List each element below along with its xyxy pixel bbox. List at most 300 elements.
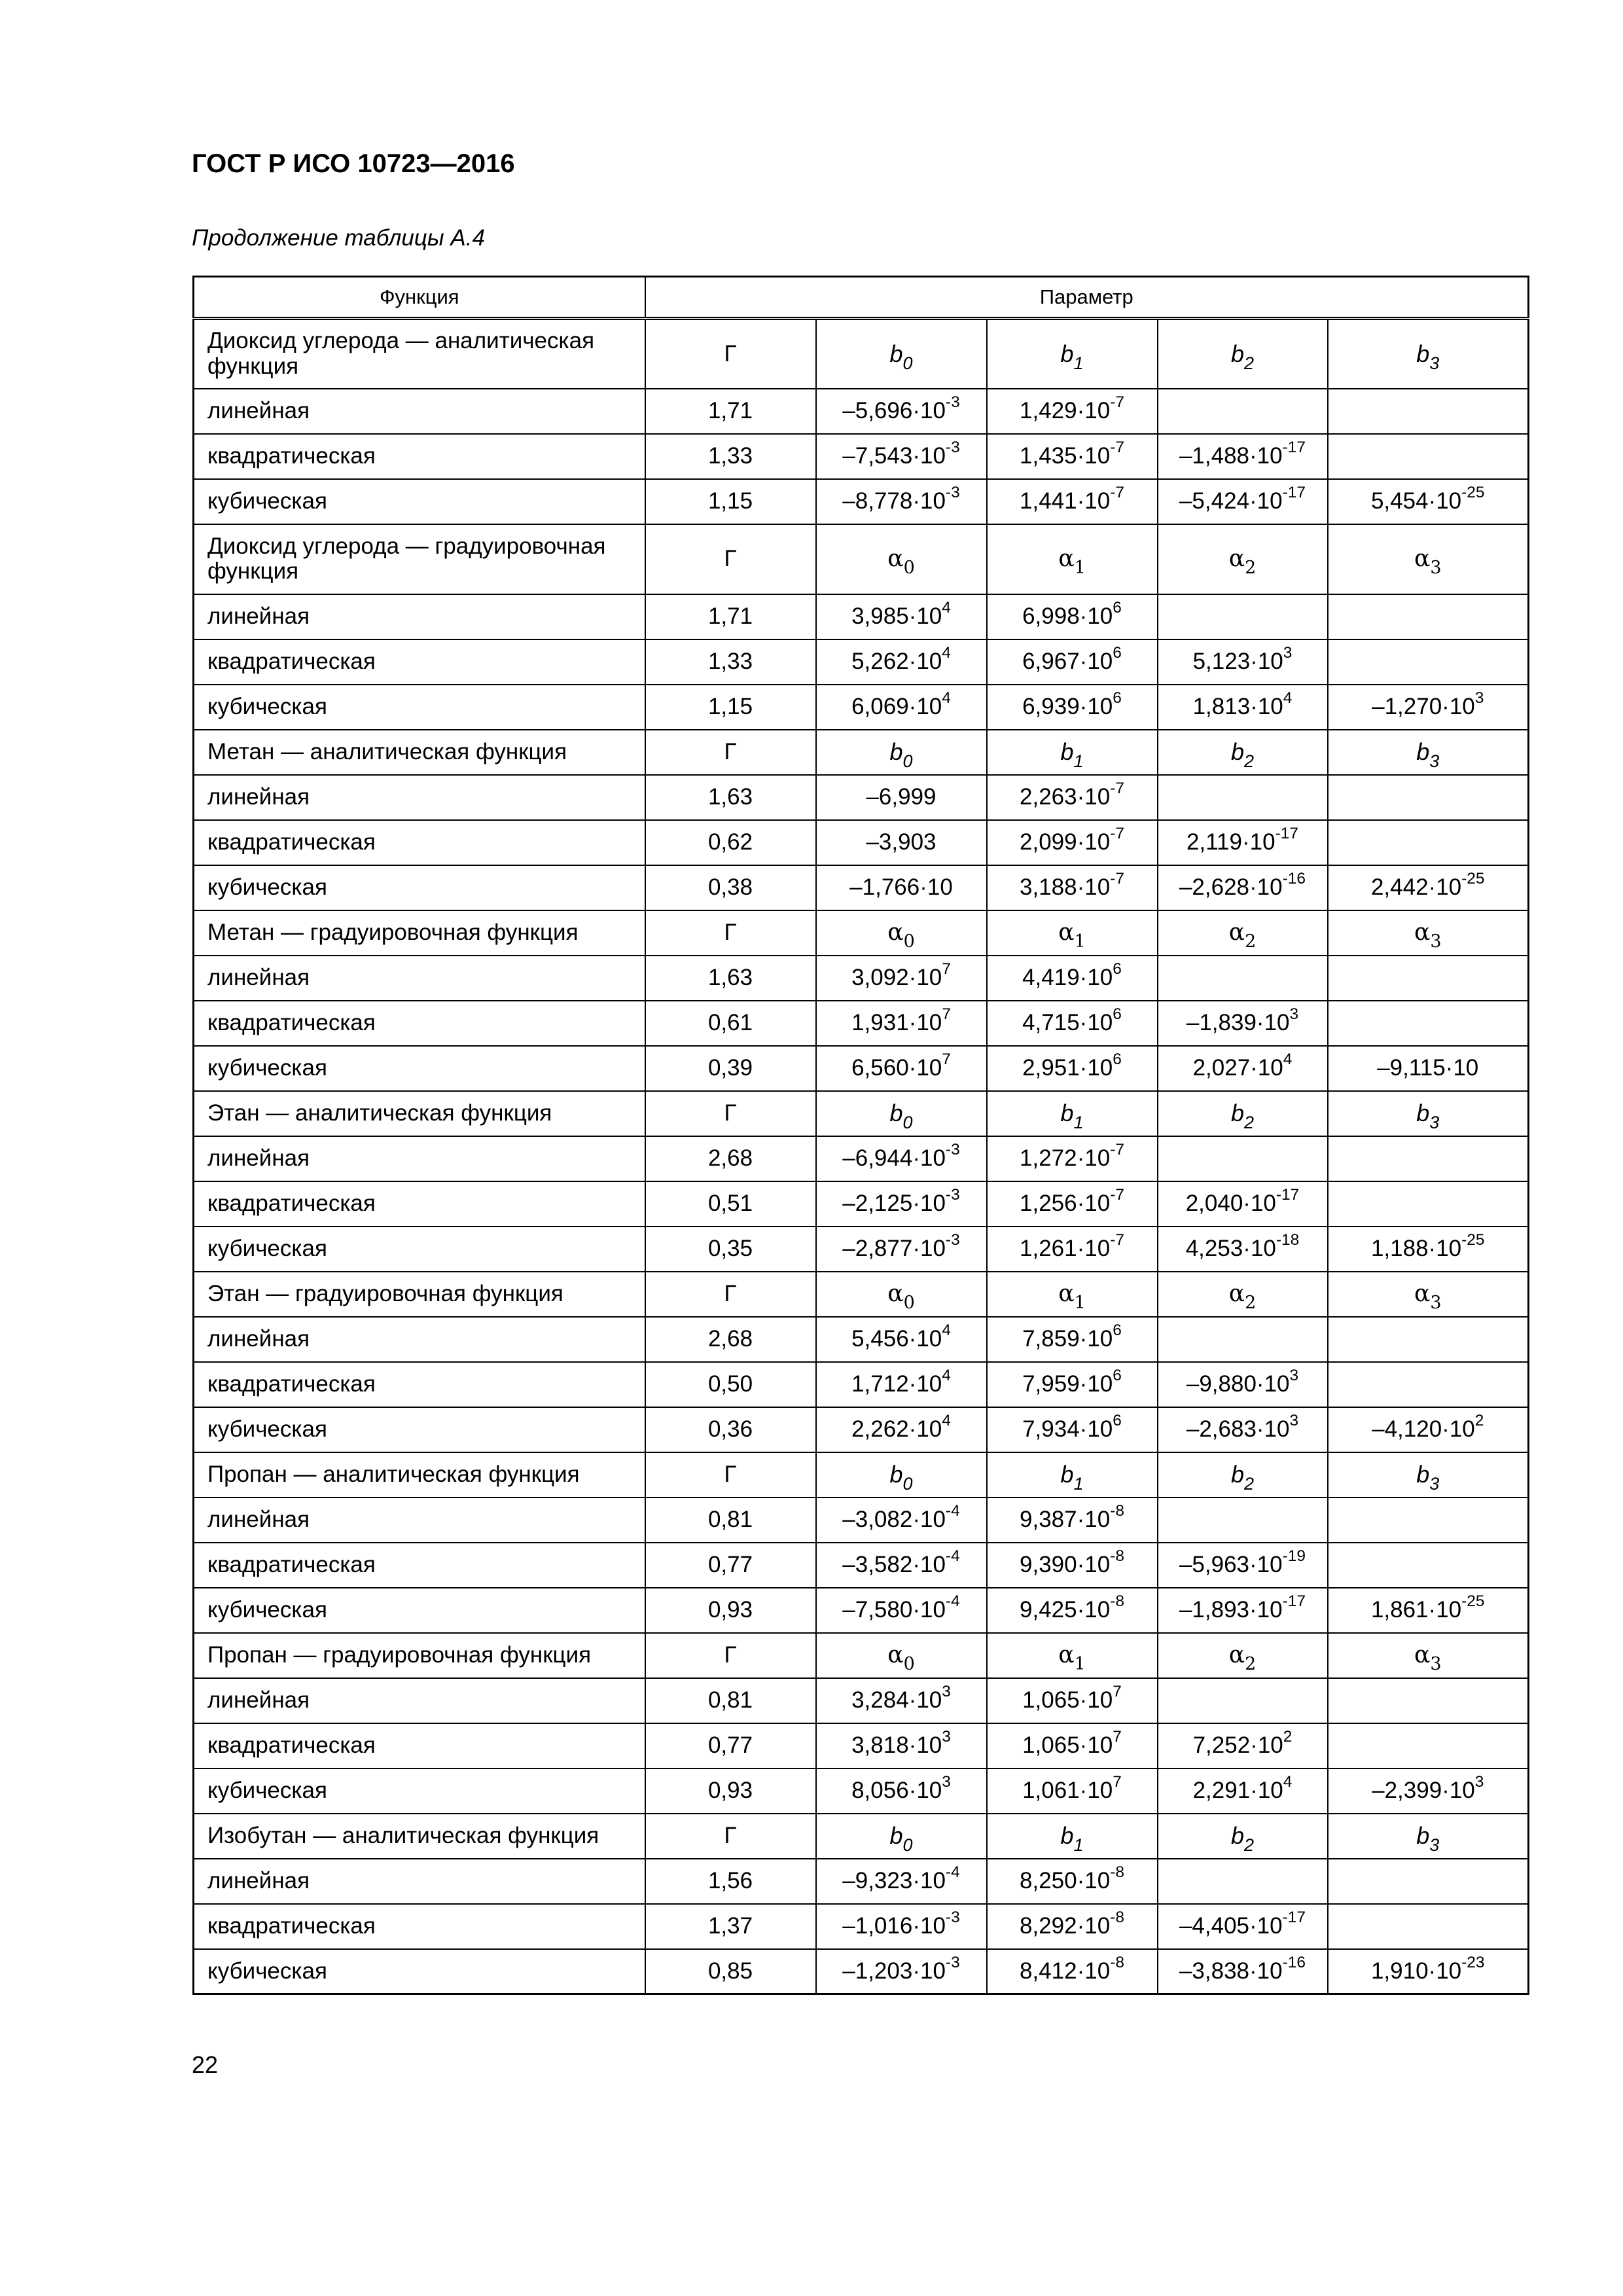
param-value-1: $8,292\cdot 10^{-8}$ bbox=[987, 1904, 1158, 1949]
function-type: кубическая bbox=[194, 1227, 645, 1272]
param-value-1: $9,425\cdot 10^{-8}$ bbox=[987, 1588, 1158, 1633]
param-value-1: $2,263\cdot 10^{-7}$ bbox=[987, 775, 1158, 820]
param-symbol-index: 3 bbox=[1429, 1113, 1440, 1132]
param-value-2 bbox=[1158, 389, 1328, 434]
param-value-0: $-5,696\cdot 10^{-3}$ bbox=[816, 389, 987, 434]
section-header-row bbox=[194, 1091, 1529, 1136]
function-type: кубическая bbox=[194, 1949, 645, 1994]
param-value-2: $4,253\cdot 10^{-18}$ bbox=[1158, 1227, 1328, 1272]
param-symbol-3 bbox=[1328, 524, 1529, 594]
param-symbol-index: 1 bbox=[1074, 1654, 1086, 1674]
param-symbol-1 bbox=[987, 730, 1158, 775]
gamma-value: 0,38 bbox=[645, 865, 816, 910]
param-symbol-letter: α bbox=[1228, 919, 1245, 946]
table-row bbox=[194, 594, 1529, 639]
param-symbol-1 bbox=[987, 1814, 1158, 1859]
param-symbol-2 bbox=[1158, 1091, 1328, 1136]
function-type: кубическая bbox=[194, 1046, 645, 1091]
param-value-0: $1,931\cdot 10^7$ bbox=[816, 1001, 987, 1046]
section-header-row bbox=[194, 730, 1529, 775]
param-value-2 bbox=[1158, 594, 1328, 639]
function-type: линейная bbox=[194, 1498, 645, 1543]
param-symbol-letter: α bbox=[887, 919, 904, 946]
param-symbol-0 bbox=[816, 910, 987, 956]
param-symbol-3 bbox=[1328, 1091, 1529, 1136]
param-value-3 bbox=[1328, 1543, 1529, 1588]
param-symbol-letter: α bbox=[1058, 919, 1075, 946]
section-title: Метан — аналитическая функция bbox=[194, 730, 645, 775]
gamma-value: 0,39 bbox=[645, 1046, 816, 1091]
param-value-2: $-1,839\cdot 10^3$ bbox=[1158, 1001, 1328, 1046]
param-symbol-2 bbox=[1158, 730, 1328, 775]
param-symbol-letter: b bbox=[889, 1100, 903, 1127]
table-row bbox=[194, 1904, 1529, 1949]
param-value-2: $-3,838\cdot 10^{-16}$ bbox=[1158, 1949, 1328, 1994]
param-symbol-index: 2 bbox=[1245, 931, 1257, 952]
section-header-row bbox=[194, 1272, 1529, 1317]
param-value-3: $5,454\cdot 10^{-25}$ bbox=[1328, 479, 1529, 524]
param-symbol-0 bbox=[816, 319, 987, 389]
table-row bbox=[194, 1046, 1529, 1091]
param-symbol-index: 0 bbox=[902, 1835, 913, 1855]
param-symbol-index: 1 bbox=[1074, 1293, 1086, 1313]
table-row bbox=[194, 865, 1529, 910]
function-type: линейная bbox=[194, 1678, 645, 1723]
param-symbol-index: 3 bbox=[1429, 751, 1440, 771]
section-title: Метан — градуировочная функция bbox=[194, 910, 645, 956]
section-title: Изобутан — аналитическая функция bbox=[194, 1814, 645, 1859]
param-value-0: $-1,203\cdot 10^{-3}$ bbox=[816, 1949, 987, 1994]
table-row bbox=[194, 1498, 1529, 1543]
param-symbol-index: 0 bbox=[902, 353, 913, 373]
param-value-0: $-3,082\cdot 10^{-4}$ bbox=[816, 1498, 987, 1543]
function-type: квадратическая bbox=[194, 1181, 645, 1227]
param-value-0: $3,284\cdot 10^3$ bbox=[816, 1678, 987, 1723]
gamma-symbol: Г bbox=[645, 319, 816, 389]
param-symbol-index: 2 bbox=[1244, 353, 1255, 373]
table-row bbox=[194, 956, 1529, 1001]
gamma-value: 0,93 bbox=[645, 1588, 816, 1633]
page-number: 22 bbox=[192, 2051, 219, 2078]
param-value-3 bbox=[1328, 594, 1529, 639]
param-value-0: $-2,125\cdot 10^{-3}$ bbox=[816, 1181, 987, 1227]
param-symbol-3 bbox=[1328, 910, 1529, 956]
param-symbol-2 bbox=[1158, 1452, 1328, 1498]
param-symbol-letter: α bbox=[1228, 1641, 1245, 1669]
function-type: линейная bbox=[194, 956, 645, 1001]
param-value-0: $-9,323\cdot 10^{-4}$ bbox=[816, 1859, 987, 1904]
param-symbol-index: 0 bbox=[902, 751, 913, 771]
function-type: кубическая bbox=[194, 1768, 645, 1814]
table-row bbox=[194, 434, 1529, 479]
gamma-value: 2,68 bbox=[645, 1136, 816, 1181]
param-value-0: $8,056\cdot 10^3$ bbox=[816, 1768, 987, 1814]
param-symbol-letter: b bbox=[1416, 1100, 1430, 1127]
param-value-3: $2,442\cdot 10^{-25}$ bbox=[1328, 865, 1529, 910]
param-value-1: $1,435\cdot 10^{-7}$ bbox=[987, 434, 1158, 479]
param-symbol-index: 2 bbox=[1244, 751, 1255, 771]
param-value-0: $-7,580\cdot 10^{-4}$ bbox=[816, 1588, 987, 1633]
param-symbol-letter: b bbox=[1060, 340, 1074, 367]
param-value-1: $1,065\cdot 10^7$ bbox=[987, 1723, 1158, 1768]
param-symbol-index: 1 bbox=[1073, 751, 1084, 771]
param-symbol-index: 3 bbox=[1430, 931, 1442, 952]
param-symbol-1 bbox=[987, 1272, 1158, 1317]
param-symbol-letter: b bbox=[1230, 1100, 1244, 1127]
param-symbol-letter: α bbox=[1058, 1280, 1075, 1308]
section-title: Диоксид углерода — аналитическая функция bbox=[194, 319, 645, 389]
gamma-value: 0,77 bbox=[645, 1543, 816, 1588]
table-row bbox=[194, 775, 1529, 820]
param-value-1: $3,188\cdot 10^{-7}$ bbox=[987, 865, 1158, 910]
param-value-2: $-5,424\cdot 10^{-17}$ bbox=[1158, 479, 1328, 524]
section-title: Этан — аналитическая функция bbox=[194, 1091, 645, 1136]
param-value-2 bbox=[1158, 1317, 1328, 1362]
gamma-value: 0,36 bbox=[645, 1407, 816, 1452]
param-value-0: $1,712\cdot 10^4$ bbox=[816, 1362, 987, 1407]
param-value-2: $-4,405\cdot 10^{-17}$ bbox=[1158, 1904, 1328, 1949]
param-symbol-1 bbox=[987, 1091, 1158, 1136]
gamma-value: 0,93 bbox=[645, 1768, 816, 1814]
param-symbol-2 bbox=[1158, 524, 1328, 594]
param-symbol-0 bbox=[816, 1272, 987, 1317]
section-header-row bbox=[194, 1633, 1529, 1678]
param-symbol-2 bbox=[1158, 1633, 1328, 1678]
param-symbol-letter: b bbox=[889, 1822, 903, 1850]
param-symbol-1 bbox=[987, 319, 1158, 389]
param-value-0: $3,092\cdot 10^7$ bbox=[816, 956, 987, 1001]
table-row bbox=[194, 1768, 1529, 1814]
param-symbol-3 bbox=[1328, 1272, 1529, 1317]
gamma-symbol: Г bbox=[645, 1633, 816, 1678]
param-value-3: $1,188\cdot 10^{-25}$ bbox=[1328, 1227, 1529, 1272]
section-title: Диоксид углерода — градуировочная функция bbox=[194, 524, 645, 594]
param-value-2: $-2,683\cdot 10^3$ bbox=[1158, 1407, 1328, 1452]
param-symbol-0 bbox=[816, 1091, 987, 1136]
section-title: Этан — градуировочная функция bbox=[194, 1272, 645, 1317]
param-symbol-letter: α bbox=[887, 1641, 904, 1669]
param-value-1: $1,261\cdot 10^{-7}$ bbox=[987, 1227, 1158, 1272]
param-symbol-letter: b bbox=[1416, 1822, 1430, 1850]
gamma-value: 0,35 bbox=[645, 1227, 816, 1272]
function-type: линейная bbox=[194, 1859, 645, 1904]
param-symbol-index: 1 bbox=[1074, 558, 1086, 578]
param-value-3 bbox=[1328, 639, 1529, 685]
function-type: линейная bbox=[194, 1136, 645, 1181]
param-value-0: $5,262\cdot 10^4$ bbox=[816, 639, 987, 685]
gamma-value: 1,33 bbox=[645, 639, 816, 685]
param-symbol-1 bbox=[987, 524, 1158, 594]
function-type: квадратическая bbox=[194, 639, 645, 685]
header-function: Функция bbox=[194, 277, 645, 319]
param-value-0: $3,985\cdot 10^4$ bbox=[816, 594, 987, 639]
param-value-3 bbox=[1328, 1136, 1529, 1181]
table-row bbox=[194, 1317, 1529, 1362]
param-value-0: $-3,582\cdot 10^{-4}$ bbox=[816, 1543, 987, 1588]
gamma-symbol: Г bbox=[645, 1091, 816, 1136]
param-value-2: $-1,893\cdot 10^{-17}$ bbox=[1158, 1588, 1328, 1633]
param-value-3 bbox=[1328, 434, 1529, 479]
param-symbol-letter: α bbox=[1414, 1641, 1431, 1669]
table-caption: Продолжение таблицы А.4 bbox=[192, 225, 485, 251]
param-value-3 bbox=[1328, 956, 1529, 1001]
param-value-1: $1,065\cdot 10^7$ bbox=[987, 1678, 1158, 1723]
gamma-symbol: Г bbox=[645, 1272, 816, 1317]
param-value-1: $8,412\cdot 10^{-8}$ bbox=[987, 1949, 1158, 1994]
param-symbol-2 bbox=[1158, 1272, 1328, 1317]
param-value-3 bbox=[1328, 1362, 1529, 1407]
table-row bbox=[194, 1001, 1529, 1046]
section-header-row bbox=[194, 524, 1529, 594]
param-symbol-2 bbox=[1158, 1814, 1328, 1859]
param-value-2 bbox=[1158, 1498, 1328, 1543]
param-symbol-letter: b bbox=[1060, 1461, 1074, 1488]
function-type: кубическая bbox=[194, 1588, 645, 1633]
gamma-value: 0,85 bbox=[645, 1949, 816, 1994]
param-symbol-letter: α bbox=[887, 545, 904, 573]
param-symbol-letter: b bbox=[1230, 738, 1244, 766]
table-row bbox=[194, 479, 1529, 524]
param-value-3 bbox=[1328, 1859, 1529, 1904]
param-symbol-letter: b bbox=[1230, 340, 1244, 367]
table-header-row bbox=[194, 277, 1529, 319]
table-row bbox=[194, 820, 1529, 865]
param-symbol-0 bbox=[816, 1814, 987, 1859]
param-value-1: $9,387\cdot 10^{-8}$ bbox=[987, 1498, 1158, 1543]
gamma-value: 1,63 bbox=[645, 956, 816, 1001]
table-row bbox=[194, 1362, 1529, 1407]
param-symbol-letter: b bbox=[1416, 1461, 1430, 1488]
param-value-3: $-1,270\cdot 10^3$ bbox=[1328, 685, 1529, 730]
param-value-1: $1,272\cdot 10^{-7}$ bbox=[987, 1136, 1158, 1181]
function-type: кубическая bbox=[194, 865, 645, 910]
param-value-0: $3,818\cdot 10^3$ bbox=[816, 1723, 987, 1768]
param-value-0: $-8,778\cdot 10^{-3}$ bbox=[816, 479, 987, 524]
param-symbol-0 bbox=[816, 524, 987, 594]
param-value-1: $9,390\cdot 10^{-8}$ bbox=[987, 1543, 1158, 1588]
gamma-value: 0,81 bbox=[645, 1678, 816, 1723]
param-symbol-letter: b bbox=[1416, 738, 1430, 766]
param-symbol-letter: α bbox=[887, 1280, 904, 1308]
param-symbol-letter: b bbox=[889, 1461, 903, 1488]
param-value-2: $7,252\cdot 10^2$ bbox=[1158, 1723, 1328, 1768]
document-code: ГОСТ Р ИСО 10723—2016 bbox=[192, 149, 515, 178]
gamma-symbol: Г bbox=[645, 730, 816, 775]
param-value-1: $1,061\cdot 10^7$ bbox=[987, 1768, 1158, 1814]
param-value-2: $2,027\cdot 10^4$ bbox=[1158, 1046, 1328, 1091]
param-value-3 bbox=[1328, 820, 1529, 865]
section-title: Пропан — градуировочная функция bbox=[194, 1633, 645, 1678]
param-symbol-letter: α bbox=[1228, 545, 1245, 573]
param-symbol-index: 2 bbox=[1245, 1654, 1257, 1674]
param-symbol-3 bbox=[1328, 1452, 1529, 1498]
gamma-value: 1,63 bbox=[645, 775, 816, 820]
param-symbol-0 bbox=[816, 1633, 987, 1678]
gamma-symbol: Г bbox=[645, 910, 816, 956]
param-symbol-letter: b bbox=[1060, 1822, 1074, 1850]
param-symbol-letter: b bbox=[1230, 1461, 1244, 1488]
param-symbol-index: 3 bbox=[1430, 1293, 1442, 1313]
section-header-row bbox=[194, 319, 1529, 389]
header-parameter: Параметр bbox=[645, 277, 1529, 319]
param-symbol-1 bbox=[987, 1633, 1158, 1678]
param-value-0: –6,999 bbox=[816, 775, 987, 820]
gamma-symbol: Г bbox=[645, 524, 816, 594]
param-symbol-letter: α bbox=[1058, 1641, 1075, 1669]
param-value-2: $-2,628\cdot 10^{-16}$ bbox=[1158, 865, 1328, 910]
table-row bbox=[194, 1181, 1529, 1227]
param-value-2: $2,040\cdot 10^{-17}$ bbox=[1158, 1181, 1328, 1227]
table-row bbox=[194, 1227, 1529, 1272]
param-value-2 bbox=[1158, 1678, 1328, 1723]
function-type: квадратическая bbox=[194, 820, 645, 865]
param-symbol-3 bbox=[1328, 1633, 1529, 1678]
param-value-2 bbox=[1158, 775, 1328, 820]
section-title: Пропан — аналитическая функция bbox=[194, 1452, 645, 1498]
param-value-2: $1,813\cdot 10^4$ bbox=[1158, 685, 1328, 730]
param-value-0: $-1,016\cdot 10^{-3}$ bbox=[816, 1904, 987, 1949]
param-symbol-index: 0 bbox=[903, 1293, 915, 1313]
section-header-row bbox=[194, 1814, 1529, 1859]
param-symbol-letter: α bbox=[1228, 1280, 1245, 1308]
gamma-value: 0,77 bbox=[645, 1723, 816, 1768]
function-type: кубическая bbox=[194, 479, 645, 524]
param-value-2 bbox=[1158, 1859, 1328, 1904]
param-value-3 bbox=[1328, 1904, 1529, 1949]
param-value-0: $2,262\cdot 10^4$ bbox=[816, 1407, 987, 1452]
param-symbol-index: 1 bbox=[1073, 1474, 1084, 1494]
param-value-3 bbox=[1328, 1498, 1529, 1543]
param-value-3 bbox=[1328, 1181, 1529, 1227]
param-value-3 bbox=[1328, 1723, 1529, 1768]
gamma-value: 1,15 bbox=[645, 479, 816, 524]
table-row bbox=[194, 1723, 1529, 1768]
param-symbol-0 bbox=[816, 1452, 987, 1498]
param-value-2 bbox=[1158, 1136, 1328, 1181]
param-value-3 bbox=[1328, 775, 1529, 820]
param-symbol-letter: α bbox=[1414, 1280, 1431, 1308]
param-symbol-2 bbox=[1158, 910, 1328, 956]
param-value-3 bbox=[1328, 1317, 1529, 1362]
param-value-3 bbox=[1328, 389, 1529, 434]
param-value-1: $6,998\cdot 10^6$ bbox=[987, 594, 1158, 639]
param-symbol-index: 1 bbox=[1073, 353, 1084, 373]
function-type: квадратическая bbox=[194, 1904, 645, 1949]
param-value-3: $-4,120\cdot 10^2$ bbox=[1328, 1407, 1529, 1452]
param-symbol-3 bbox=[1328, 319, 1529, 389]
function-type: линейная bbox=[194, 594, 645, 639]
param-symbol-1 bbox=[987, 910, 1158, 956]
param-value-3: $1,910\cdot 10^{-23}$ bbox=[1328, 1949, 1529, 1994]
table-row bbox=[194, 1949, 1529, 1994]
section-header-row bbox=[194, 910, 1529, 956]
param-symbol-index: 3 bbox=[1429, 1835, 1440, 1855]
param-symbol-3 bbox=[1328, 730, 1529, 775]
gamma-value: 0,81 bbox=[645, 1498, 816, 1543]
param-symbol-2 bbox=[1158, 319, 1328, 389]
gamma-value: 1,56 bbox=[645, 1859, 816, 1904]
function-type: квадратическая bbox=[194, 1543, 645, 1588]
param-symbol-letter: α bbox=[1414, 919, 1431, 946]
param-symbol-index: 2 bbox=[1244, 1113, 1255, 1132]
param-symbol-index: 1 bbox=[1073, 1835, 1084, 1855]
param-symbol-index: 2 bbox=[1244, 1835, 1255, 1855]
param-symbol-letter: b bbox=[1060, 1100, 1074, 1127]
param-symbol-index: 1 bbox=[1073, 1113, 1084, 1132]
param-symbol-index: 2 bbox=[1245, 1293, 1257, 1313]
gamma-value: 0,61 bbox=[645, 1001, 816, 1046]
function-type: линейная bbox=[194, 389, 645, 434]
function-type: квадратическая bbox=[194, 1362, 645, 1407]
gamma-value: 0,50 bbox=[645, 1362, 816, 1407]
param-symbol-index: 0 bbox=[903, 931, 915, 952]
param-symbol-index: 0 bbox=[903, 1654, 915, 1674]
param-value-1: $7,934\cdot 10^6$ bbox=[987, 1407, 1158, 1452]
param-symbol-index: 2 bbox=[1244, 1474, 1255, 1494]
param-value-2: $-5,963\cdot 10^{-19}$ bbox=[1158, 1543, 1328, 1588]
param-value-1: $7,959\cdot 10^6$ bbox=[987, 1362, 1158, 1407]
param-value-1: $1,441\cdot 10^{-7}$ bbox=[987, 479, 1158, 524]
table-row bbox=[194, 639, 1529, 685]
function-type: кубическая bbox=[194, 1407, 645, 1452]
param-value-2: $2,291\cdot 10^4$ bbox=[1158, 1768, 1328, 1814]
param-symbol-3 bbox=[1328, 1814, 1529, 1859]
gamma-value: 1,71 bbox=[645, 594, 816, 639]
param-value-0: –3,903 bbox=[816, 820, 987, 865]
gamma-value: 0,51 bbox=[645, 1181, 816, 1227]
param-value-0: $5,456\cdot 10^4$ bbox=[816, 1317, 987, 1362]
param-symbol-1 bbox=[987, 1452, 1158, 1498]
param-symbol-letter: b bbox=[1230, 1822, 1244, 1850]
param-value-1: $1,256\cdot 10^{-7}$ bbox=[987, 1181, 1158, 1227]
table-row bbox=[194, 1588, 1529, 1633]
param-symbol-index: 0 bbox=[903, 558, 915, 578]
gamma-symbol: Г bbox=[645, 1452, 816, 1498]
function-type: квадратическая bbox=[194, 434, 645, 479]
param-symbol-0 bbox=[816, 730, 987, 775]
table-row bbox=[194, 1678, 1529, 1723]
param-value-1: $7,859\cdot 10^6$ bbox=[987, 1317, 1158, 1362]
gamma-symbol: Г bbox=[645, 1814, 816, 1859]
param-value-3: $-2,399\cdot 10^3$ bbox=[1328, 1768, 1529, 1814]
gamma-value: 2,68 bbox=[645, 1317, 816, 1362]
parameters-table bbox=[192, 276, 1529, 1995]
param-value-3 bbox=[1328, 1678, 1529, 1723]
table-row bbox=[194, 1136, 1529, 1181]
param-symbol-index: 0 bbox=[902, 1113, 913, 1132]
param-symbol-letter: b bbox=[889, 340, 903, 367]
param-symbol-letter: b bbox=[1416, 340, 1430, 367]
param-symbol-letter: b bbox=[889, 738, 903, 766]
param-value-0: $-2,877\cdot 10^{-3}$ bbox=[816, 1227, 987, 1272]
param-value-2: $-1,488\cdot 10^{-17}$ bbox=[1158, 434, 1328, 479]
function-type: квадратическая bbox=[194, 1001, 645, 1046]
param-symbol-index: 2 bbox=[1245, 558, 1257, 578]
table-row bbox=[194, 1859, 1529, 1904]
param-value-2: $-9,880\cdot 10^3$ bbox=[1158, 1362, 1328, 1407]
param-value-1: $8,250\cdot 10^{-8}$ bbox=[987, 1859, 1158, 1904]
param-value-1: $6,967\cdot 10^6$ bbox=[987, 639, 1158, 685]
param-symbol-letter: b bbox=[1060, 738, 1074, 766]
table-row bbox=[194, 1543, 1529, 1588]
section-header-row bbox=[194, 1452, 1529, 1498]
param-value-0: $-6,944\cdot 10^{-3}$ bbox=[816, 1136, 987, 1181]
function-type: линейная bbox=[194, 1317, 645, 1362]
table-row bbox=[194, 1407, 1529, 1452]
table-row bbox=[194, 685, 1529, 730]
param-symbol-index: 3 bbox=[1430, 1654, 1442, 1674]
param-value-1: $1,429\cdot 10^{-7}$ bbox=[987, 389, 1158, 434]
